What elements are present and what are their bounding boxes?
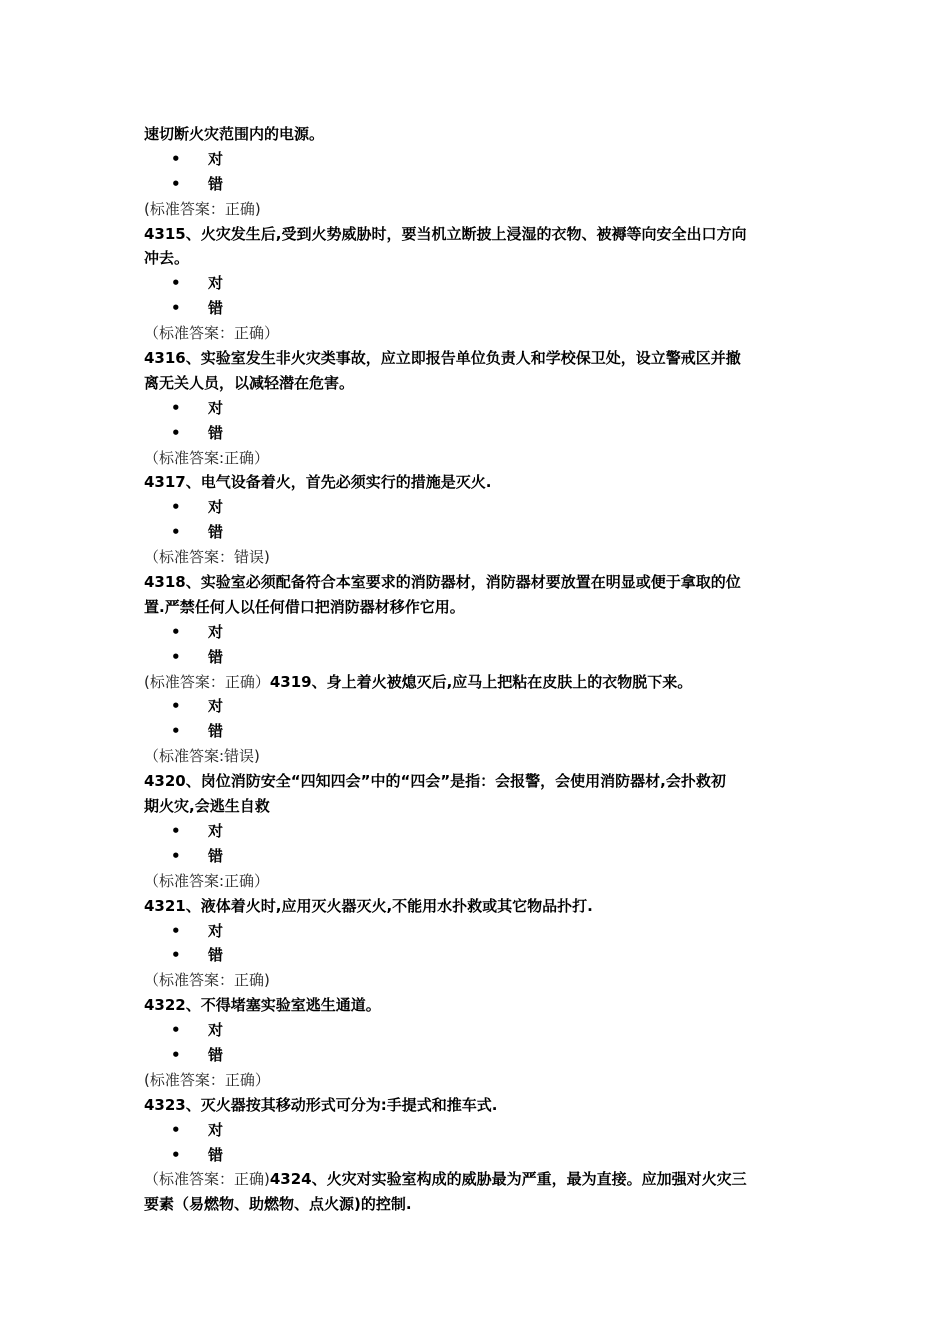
- bullet-icon: •: [171, 1145, 181, 1164]
- option-label: 对: [208, 1021, 224, 1040]
- question-text: 4315、火灾发生后,受到火势威胁时，要当机立断披上浸湿的衣物、被褥等向安全出口方向: [144, 224, 747, 243]
- question-text: 4321、液体着火时,应用灭火器灭火,不能用水扑救或其它物品扑打.: [144, 896, 593, 915]
- option-item: [144, 1118, 812, 1143]
- question-text: 离无关人员，以减轻潜在危害。: [144, 373, 355, 392]
- bullet-icon: •: [171, 821, 181, 840]
- standard-answer: （标准答案:正确）: [144, 448, 270, 467]
- bullet-icon: •: [171, 149, 181, 168]
- option-label: 错: [208, 423, 224, 442]
- option-label: 对: [208, 398, 224, 417]
- question-text: 4316、实验室发生非火灾类事故，应立即报告单位负责人和学校保卫处，设立警戒区并撤: [144, 349, 741, 368]
- bullet-icon: •: [171, 274, 181, 293]
- standard-answer: （标准答案：正确): [144, 971, 270, 990]
- bullet-icon: •: [171, 846, 181, 865]
- standard-answer: (标准答案：正确): [144, 199, 261, 218]
- standard-answer: （标准答案:错误): [144, 747, 260, 766]
- question-text: 速切断火灾范围内的电源。: [144, 125, 325, 143]
- bullet-icon: •: [171, 174, 181, 193]
- option-label: 错: [208, 846, 224, 865]
- option-item: [144, 421, 812, 446]
- option-label: 对: [208, 274, 224, 293]
- answer-and-question-line: [144, 1167, 812, 1192]
- option-item: [144, 1018, 812, 1043]
- bullet-icon: •: [171, 423, 181, 442]
- bullet-icon: •: [171, 1045, 181, 1064]
- question-text: 4324、火灾对实验室构成的威胁最为严重，最为直接。应加强对火灾三: [269, 1170, 747, 1189]
- question-text: 4318、实验室必须配备符合本室要求的消防器材，消防器材要放置在明显或便于拿取的位: [144, 573, 741, 592]
- option-label: 错: [208, 647, 224, 666]
- option-item: [144, 495, 812, 520]
- option-item: [144, 620, 812, 645]
- question-text: 4322、不得堵塞实验室逃生通道。: [144, 996, 381, 1015]
- option-label: 对: [208, 498, 224, 517]
- answer-and-question-line: [144, 670, 812, 695]
- option-label: 对: [208, 821, 224, 840]
- option-item: [144, 520, 812, 545]
- option-item: [144, 271, 812, 296]
- option-label: 错: [208, 523, 224, 542]
- question-text: 期火灾,会逃生自救: [144, 797, 270, 816]
- option-item: [144, 919, 812, 944]
- option-label: 错: [208, 174, 224, 193]
- option-label: 对: [208, 921, 224, 940]
- bullet-icon: •: [171, 1021, 181, 1040]
- option-label: 错: [208, 946, 224, 965]
- option-item: [144, 1143, 812, 1168]
- bullet-icon: •: [171, 1120, 181, 1139]
- option-item: [144, 719, 812, 744]
- bullet-icon: •: [171, 622, 181, 641]
- option-item: [144, 147, 812, 172]
- option-label: 对: [208, 622, 224, 641]
- standard-answer: (标准答案：正确）: [144, 672, 270, 691]
- option-item: [144, 819, 812, 844]
- option-item: [144, 1043, 812, 1068]
- bullet-icon: •: [171, 299, 181, 318]
- option-item: [144, 645, 812, 670]
- option-item: [144, 396, 812, 421]
- option-item: [144, 694, 812, 719]
- standard-answer: （标准答案：正确): [144, 1170, 270, 1189]
- standard-answer: (标准答案：正确）: [144, 1070, 270, 1089]
- option-label: 对: [208, 1120, 224, 1139]
- bullet-icon: •: [171, 498, 181, 517]
- document-page: [144, 122, 812, 1217]
- bullet-icon: •: [171, 722, 181, 741]
- bullet-icon: •: [171, 921, 181, 940]
- bullet-icon: •: [171, 647, 181, 666]
- option-label: 错: [208, 299, 224, 318]
- option-label: 错: [208, 722, 224, 741]
- bullet-icon: •: [171, 697, 181, 716]
- question-text: 冲去。: [144, 249, 190, 268]
- question-text: 4320、岗位消防安全“四知四会”中的“四会”是指：会报警，会使用消防器材,会扑救初: [144, 772, 726, 791]
- bullet-icon: •: [171, 523, 181, 542]
- question-text: 要素（易燃物、助燃物、点火源)的控制.: [144, 1195, 412, 1214]
- question-text: 置.严禁任何人以任何借口把消防器材移作它用。: [144, 597, 465, 616]
- question-text: 4319、身上着火被熄灭后,应马上把粘在皮肤上的衣物脱下来。: [269, 672, 693, 691]
- standard-answer: （标准答案：正确）: [144, 324, 280, 343]
- option-label: 对: [208, 149, 224, 168]
- bullet-icon: •: [171, 946, 181, 965]
- option-item: [144, 943, 812, 968]
- option-item: [144, 844, 812, 869]
- option-label: 对: [208, 697, 224, 716]
- option-label: 错: [208, 1045, 224, 1064]
- bullet-icon: •: [171, 398, 181, 417]
- option-label: 错: [208, 1145, 224, 1164]
- standard-answer: （标准答案：错误): [144, 548, 270, 567]
- standard-answer: （标准答案:正确）: [144, 871, 270, 890]
- option-item: [144, 172, 812, 197]
- option-item: [144, 296, 812, 321]
- question-text: 4317、电气设备着火，首先必须实行的措施是灭火.: [144, 473, 492, 492]
- question-text: 4323、灭火器按其移动形式可分为:手提式和推车式.: [144, 1095, 498, 1114]
